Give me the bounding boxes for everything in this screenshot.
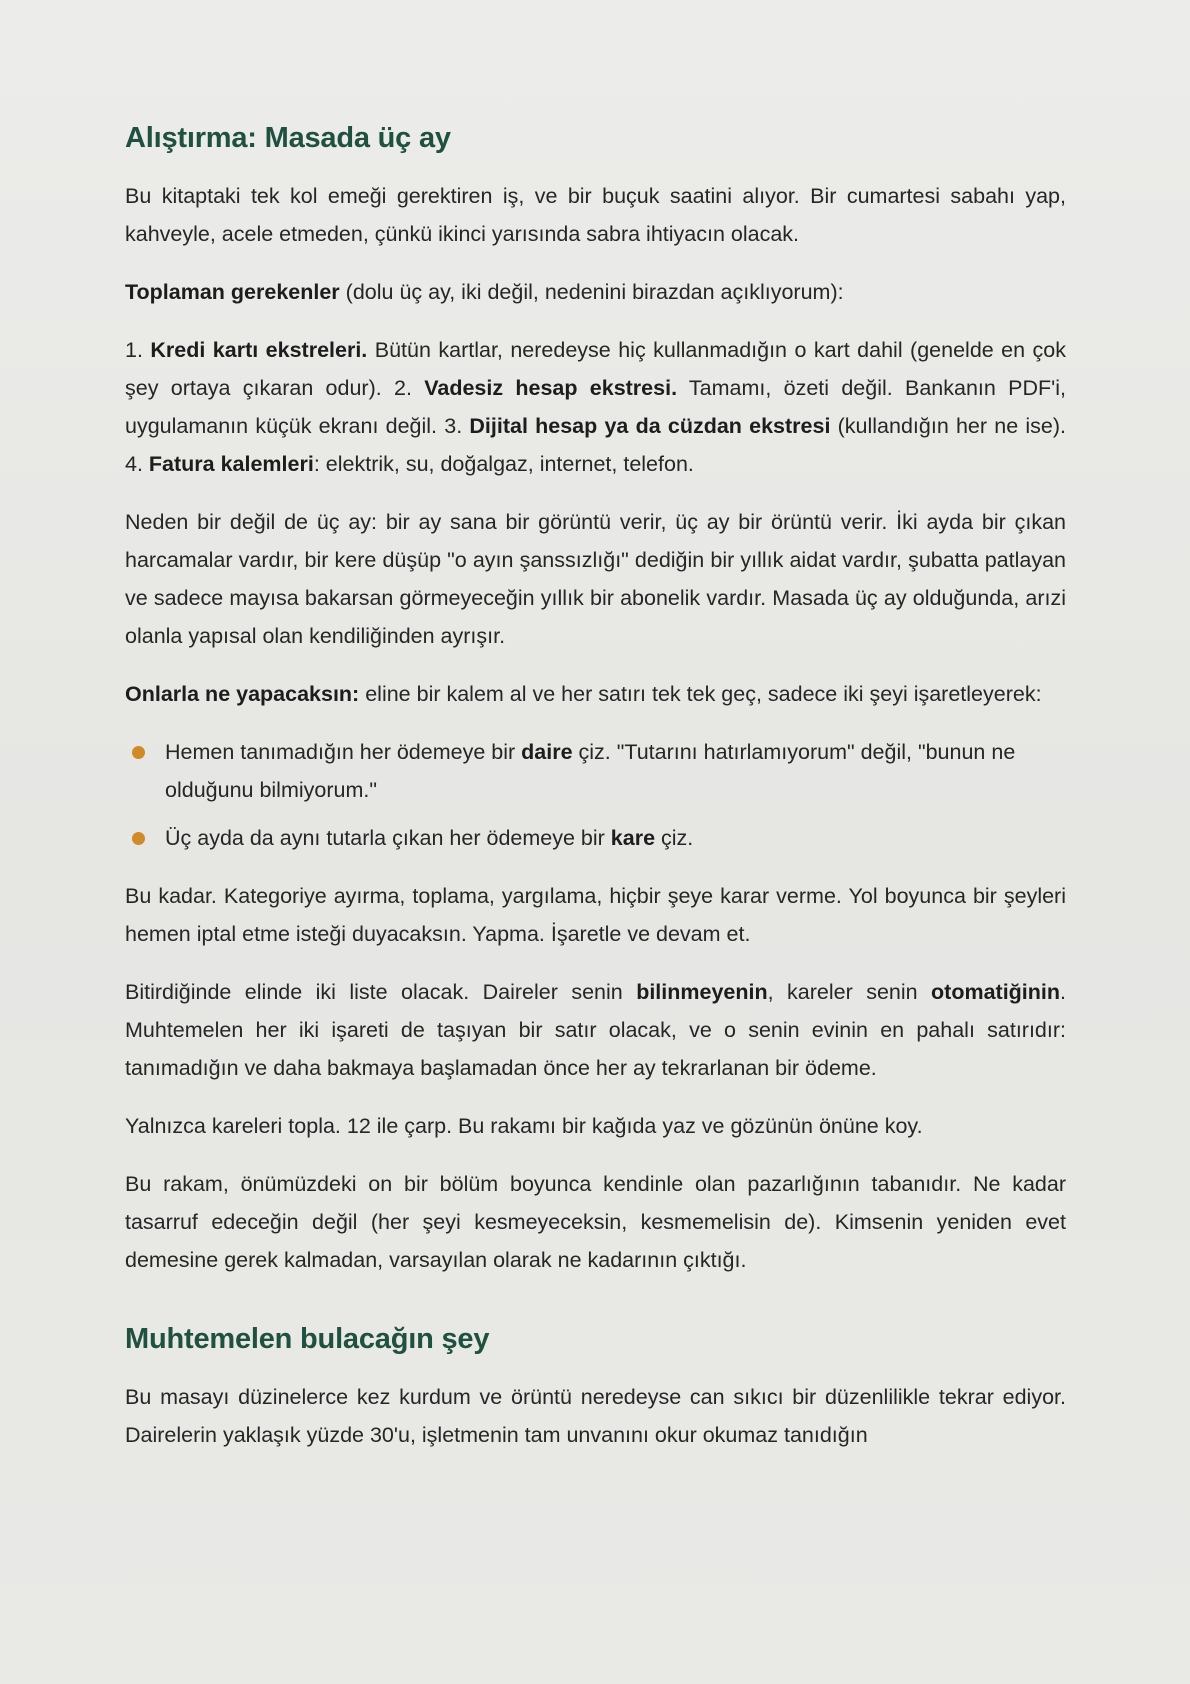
gather-text: (dolu üç ay, iki değil, nedenini birazdan açıklıyorum): bbox=[339, 280, 844, 304]
bullet-text-pre: Hemen tanımadığın her ödemeye bir bbox=[165, 740, 522, 764]
list-item bbox=[125, 733, 1066, 809]
finished-paragraph bbox=[125, 973, 1066, 1087]
gather-paragraph bbox=[125, 273, 1066, 311]
finished-text-3: . Muhtemelen her iki işareti de taşıyan bir satır olacak, ve o senin evinin en pahalı satırıdır: tanımadığın ve daha bakmaya başlamadan önce her ay tekrarlanan bir ödeme. bbox=[125, 980, 1066, 1080]
finished-text-2: , kareler senin bbox=[767, 980, 932, 1004]
list-item bbox=[125, 819, 1066, 857]
finished-bold-unknown: bilinmeyenin bbox=[636, 980, 768, 1004]
item-digital-wallet: Dijital hesap ya da cüzdan ekstresi bbox=[469, 414, 831, 438]
items-paragraph bbox=[125, 331, 1066, 483]
bullet-bold: kare bbox=[610, 826, 656, 850]
what-lead: Onlarla ne yapacaksın: bbox=[125, 682, 360, 706]
why-paragraph: Neden bir değil de üç ay: bir ay sana bir görüntü verir, üç ay bir örüntü verir. İki ayda bir çıkan harcamalar vardır, bir kere düşüp "o ayın şanssızlığı" dediğin bir yıllık aidat vardır, şubatta patlayan ve sadece mayısa bakarsan görmeyeceğin yıllık bir abonelik vardır. Masada üç ay olduğunda, arızi olanla yapısal olan kendiliğinden ayrışır. bbox=[125, 510, 1066, 648]
bullet-text-post: çiz. bbox=[655, 826, 694, 850]
items-text-5: : elektrik, su, doğalgaz, internet, telefon. bbox=[313, 452, 694, 476]
section-heading: Muhtemelen bulacağın şey bbox=[125, 1323, 490, 1355]
bullet-list bbox=[125, 733, 1066, 857]
bullet-dot-icon bbox=[132, 832, 145, 845]
intro-paragraph: Bu kitaptaki tek kol emeği gerektiren iş, ve bir buçuk saatini alıyor. Bir cumartesi sabahı yap, kahveyle, acele etmeden, çünkü ikinci yarısında sabra ihtiyacın olacak. bbox=[125, 184, 1066, 246]
bullet-text-post: çiz. "Tutarını hatırlamıyorum" değil, "bunun ne olduğunu bilmiyorum." bbox=[165, 740, 1016, 802]
sum-paragraph: Yalnızca kareleri topla. 12 ile çarp. Bu rakamı bir kağıda yaz ve gözünün önüne koy. bbox=[125, 1114, 923, 1138]
gather-lead: Toplaman gerekenler bbox=[125, 280, 340, 304]
finished-bold-automatic: otomatiğinin bbox=[931, 980, 1061, 1004]
items-text-1: 1. bbox=[125, 338, 151, 362]
finished-text-1: Bitirdiğinde elinde iki liste olacak. Daireler senin bbox=[125, 980, 637, 1004]
what-text: eline bir kalem al ve her satırı tek tek geç, sadece iki şeyi işaretleyerek: bbox=[359, 682, 1042, 706]
floor-paragraph: Bu rakam, önümüzdeki on bir bölüm boyunca kendinle olan pazarlığının tabanıdır. Ne kadar tasarruf edeceğin değil (her şeyi kesmeyeceksin, kesmemelisin de). Kimsenin yeniden evet demesine gerek kalmadan, varsayılan olarak ne kadarının çıktığı. bbox=[125, 1172, 1066, 1272]
that-is-all-paragraph: Bu kadar. Kategoriye ayırma, toplama, yargılama, hiçbir şeye karar verme. Yol boyunca bir şeyleri hemen iptal etme isteği duyacaksın. Yapma. İşaretle ve devam et. bbox=[125, 884, 1066, 946]
bullet-dot-icon bbox=[132, 746, 145, 759]
item-credit-card: Kredi kartı ekstreleri. bbox=[150, 338, 368, 362]
item-bills: Fatura kalemleri bbox=[148, 452, 314, 476]
items-text-4: (kullandığın her ne ise). 4. bbox=[125, 414, 1066, 476]
items-text-3: Tamamı, özeti değil. Bankanın PDF'i, uygulamanın küçük ekranı değil. 3. bbox=[125, 376, 1066, 438]
items-text-2: Bütün kartlar, neredeyse hiç kullanmadığın o kart dahil (genelde en çok şey ortaya çıkaran odur). 2. bbox=[125, 338, 1067, 400]
item-checking-account: Vadesiz hesap ekstresi. bbox=[424, 376, 678, 400]
what-paragraph bbox=[125, 675, 1066, 713]
bullet-text-pre: Üç ayda da aynı tutarla çıkan her ödemeye bir bbox=[165, 826, 611, 850]
pattern-paragraph: Bu masayı düzinelerce kez kurdum ve örüntü neredeyse can sıkıcı bir düzenlilikle tekrar ediyor. Dairelerin yaklaşık yüzde 30'u, işletmenin tam unvanını okur okumaz tanıdığın bbox=[125, 1385, 1066, 1447]
section-heading: Alıştırma: Masada üç ay bbox=[125, 122, 451, 154]
bullet-bold: daire bbox=[521, 740, 573, 764]
